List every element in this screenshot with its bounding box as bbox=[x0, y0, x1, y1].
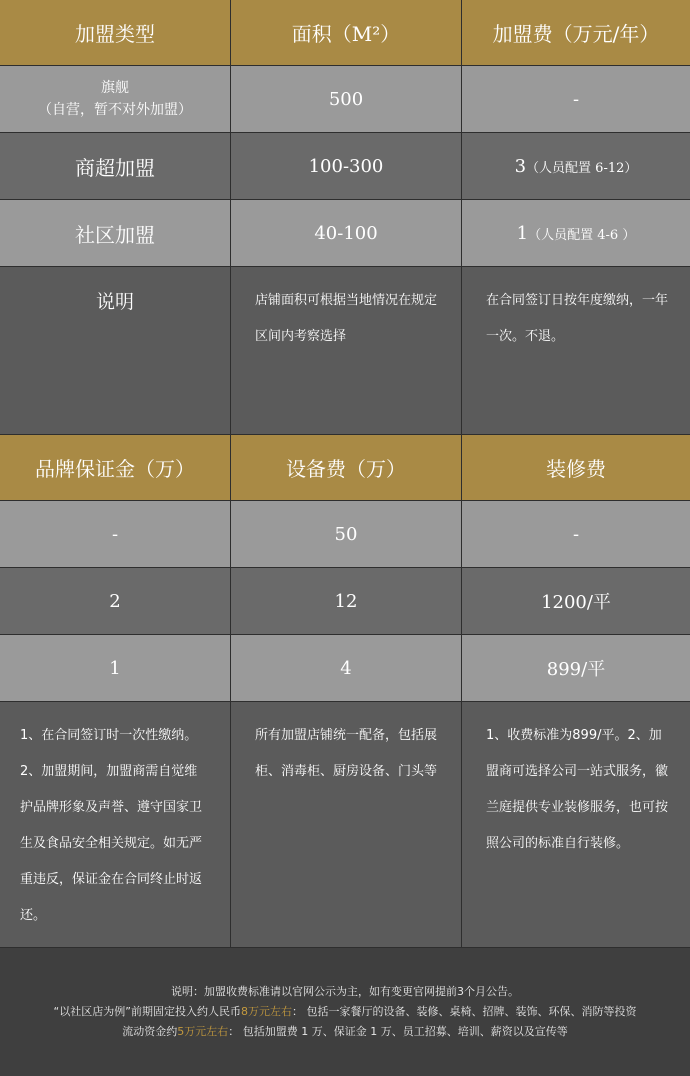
table-row bbox=[0, 200, 690, 267]
explain-fee-text: 在合同签订日按年度缴纳，一年一次。不退。 bbox=[486, 293, 669, 344]
explain-area-cell bbox=[231, 267, 462, 435]
note-line-3 bbox=[0, 1022, 690, 1042]
explain-title-cell bbox=[0, 267, 231, 435]
table-row bbox=[0, 66, 690, 133]
table-row bbox=[0, 568, 690, 635]
decoration-cell: 899/平 bbox=[462, 635, 690, 702]
area-cell: 500 bbox=[231, 66, 462, 133]
area-cell: 40-100 bbox=[231, 200, 462, 267]
fee-value: 3 bbox=[514, 155, 527, 177]
fee-cell bbox=[462, 133, 690, 200]
equipment-cell: 4 bbox=[231, 635, 462, 702]
fee-cell bbox=[462, 200, 690, 267]
header-area: 面积（M²） bbox=[231, 0, 462, 66]
decoration-cell: - bbox=[462, 501, 690, 568]
type-main: 旗舰 bbox=[101, 80, 129, 96]
explain-area-text: 店铺面积可根据当地情况在规定区间内考察选择 bbox=[255, 293, 438, 344]
explain-equipment-cell bbox=[231, 702, 462, 948]
note-line-3-prefix: 流动资金约 bbox=[122, 1025, 178, 1038]
explain-decoration-cell bbox=[462, 702, 690, 948]
note-line-2 bbox=[0, 1002, 690, 1022]
footer-notes bbox=[0, 948, 690, 1076]
fee-note: （人员配置 6-12） bbox=[526, 160, 638, 176]
equipment-cell: 50 bbox=[231, 501, 462, 568]
note-line-1: 说明：加盟收费标准请以官网公示为主，如有变更官网提前3个月公告。 bbox=[171, 985, 519, 998]
deposit-cell: - bbox=[0, 501, 231, 568]
explain-fee-cell bbox=[462, 267, 690, 435]
explain-row-2 bbox=[0, 702, 690, 948]
header-franchise-type: 加盟类型 bbox=[0, 0, 231, 66]
equipment-cell: 12 bbox=[231, 568, 462, 635]
explain-deposit-text: 1、在合同签订时一次性缴纳。2、加盟期间，加盟商需自觉维护品牌形象及声誉、遵守国家卫生及食品安全相关规定。如无严重违反，保证金在合同终止时返还。 bbox=[20, 728, 203, 923]
header-franchise-fee: 加盟费（万元/年） bbox=[462, 0, 690, 66]
explain-title: 说明 bbox=[95, 291, 134, 313]
fee-note: （人员配置 4-6 ） bbox=[528, 227, 636, 243]
type-cell: 社区加盟 bbox=[0, 200, 231, 267]
header-brand-deposit: 品牌保证金（万） bbox=[0, 435, 231, 501]
fee-cell: - bbox=[462, 66, 690, 133]
explain-row-1 bbox=[0, 267, 690, 435]
decoration-cell: 1200/平 bbox=[462, 568, 690, 635]
deposit-cell: 1 bbox=[0, 635, 231, 702]
explain-decoration-text: 1、收费标准为899/平。2、加盟商可选择公司一站式服务，徽兰庭提供专业装修服务，也可按照公司的标准自行装修。 bbox=[486, 728, 669, 851]
explain-deposit-cell bbox=[0, 702, 231, 948]
type-sub: （自营，暂不对外加盟） bbox=[38, 102, 192, 118]
type-cell bbox=[0, 66, 231, 133]
note-line-2-highlight: 8万元左右 bbox=[240, 1005, 292, 1018]
note-line-3-highlight: 5万元左右 bbox=[177, 1025, 229, 1038]
note-line-3-suffix: ： 包括加盟费 1 万、保证金 1 万、员工招募、培训、薪资以及宣传等 bbox=[228, 1025, 568, 1038]
deposit-cell: 2 bbox=[0, 568, 231, 635]
note-line-2-prefix: “以社区店为例”前期固定投入约人民币 bbox=[53, 1005, 241, 1018]
header-decoration-fee: 装修费 bbox=[462, 435, 690, 501]
table-row bbox=[0, 635, 690, 702]
type-cell: 商超加盟 bbox=[0, 133, 231, 200]
header-equipment-fee: 设备费（万） bbox=[231, 435, 462, 501]
fee-value: 1 bbox=[516, 222, 529, 244]
explain-equipment-text: 所有加盟店铺统一配备，包括展柜、消毒柜、厨房设备、门头等 bbox=[255, 728, 438, 779]
note-line-2-suffix: ： 包括一家餐厅的设备、装修、桌椅、招牌、装饰、环保、消防等投资 bbox=[291, 1005, 637, 1018]
header-row-1 bbox=[0, 0, 690, 66]
table-row bbox=[0, 501, 690, 568]
header-row-2 bbox=[0, 435, 690, 501]
table-row bbox=[0, 133, 690, 200]
area-cell: 100-300 bbox=[231, 133, 462, 200]
